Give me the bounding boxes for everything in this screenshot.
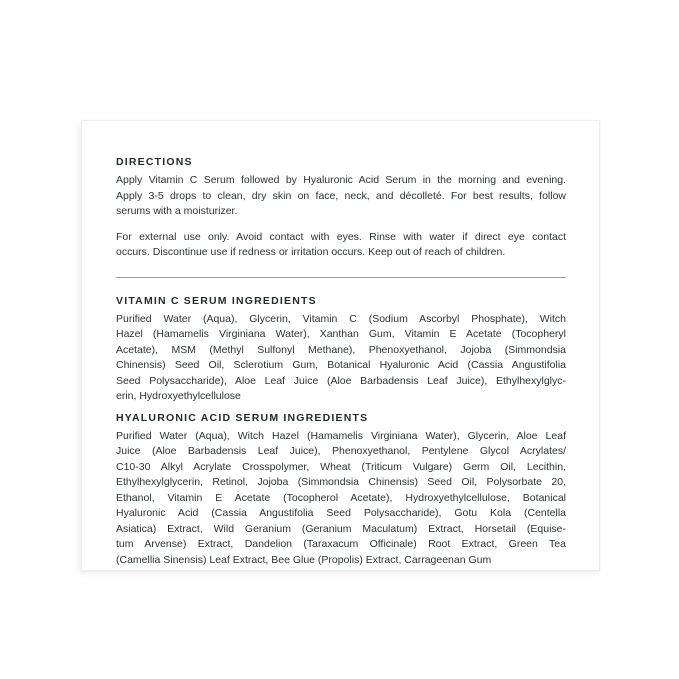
- directions-usage-text: Apply Vitamin C Serum followed by Hyaluronic Acid Serum in the morning and evening. Apply 3-5 drops to clean, dry skin on face, neck, and décolleté. For best results, follow serums with a moisturizer.: [116, 174, 566, 217]
- hyaluronic-ingredients-text: Purified Water (Aqua), Witch Hazel (Hamamelis Virginiana Water), Glycerin, Aloe Leaf Juice (Aloe Barbadensis Leaf Juice), Phenoxyethanol, Pentylene Glycol Acrylates/ C10-30 Alkyl Acrylate Crosspolymer, Wheat (Triticum Vulgare) Germ Oil, Lecithin, Ethylhexylglycerin, Retinol, Jojoba (Simmondsia Chinensis) Seed Oil, Polysorbate 20, Ethanol, Vitamin E Acetate (Tocopherol Acetate), Hydroxyethylcellulose, Botanical Hyaluronic Acid (Cassia Angustifolia Seed Polysaccharide), Gotu Kola (Centella Asiatica) Extract, Wild Geranium (Geranium Maculatum) Extract, Horsetail (Equise- tum Arvense) Extract, Dandelion (Taraxacum Officinale) Root Extract, Green Tea (Camellia Sinensis) Leaf Extract, Bee Glue (Propolis) Extract, Carrageenan Gum: [116, 429, 566, 566]
- label-card: [81, 120, 600, 571]
- section-divider: [116, 277, 566, 278]
- vitamin-c-ingredients-text: Purified Water (Aqua), Glycerin, Vitamin C (Sodium Ascorbyl Phosphate), Witch Hazel (Hamamelis Virginiana Water), Xanthan Gum, Vitamin E Acetate (Tocopheryl Acetate), MSM (Methyl Sulfonyl Methane), Phenoxyethanol, Jojoba (Simmondsia Chinensis) Seed Oil, Sclerotium Gum, Botanical Hyaluronic Acid (Cassia Angustifolia Seed Polysaccharide), Aloe Leaf Juice (Aloe Barbadensis Leaf Juice), Ethylhexylglyc- erin, Hydroxyethylcellulose: [116, 312, 566, 402]
- hyaluronic-ingredients-heading: HYALURONIC ACID SERUM INGREDIENTS: [116, 411, 369, 424]
- vitamin-c-ingredients-heading: VITAMIN C SERUM INGREDIENTS: [116, 294, 317, 307]
- directions-heading: DIRECTIONS: [116, 156, 193, 168]
- directions-warning-text: For external use only. Avoid contact with eyes. Rinse with water if direct eye contact occurs. Discontinue use if redness or irritation occurs. Keep out of reach of children.: [116, 230, 566, 258]
